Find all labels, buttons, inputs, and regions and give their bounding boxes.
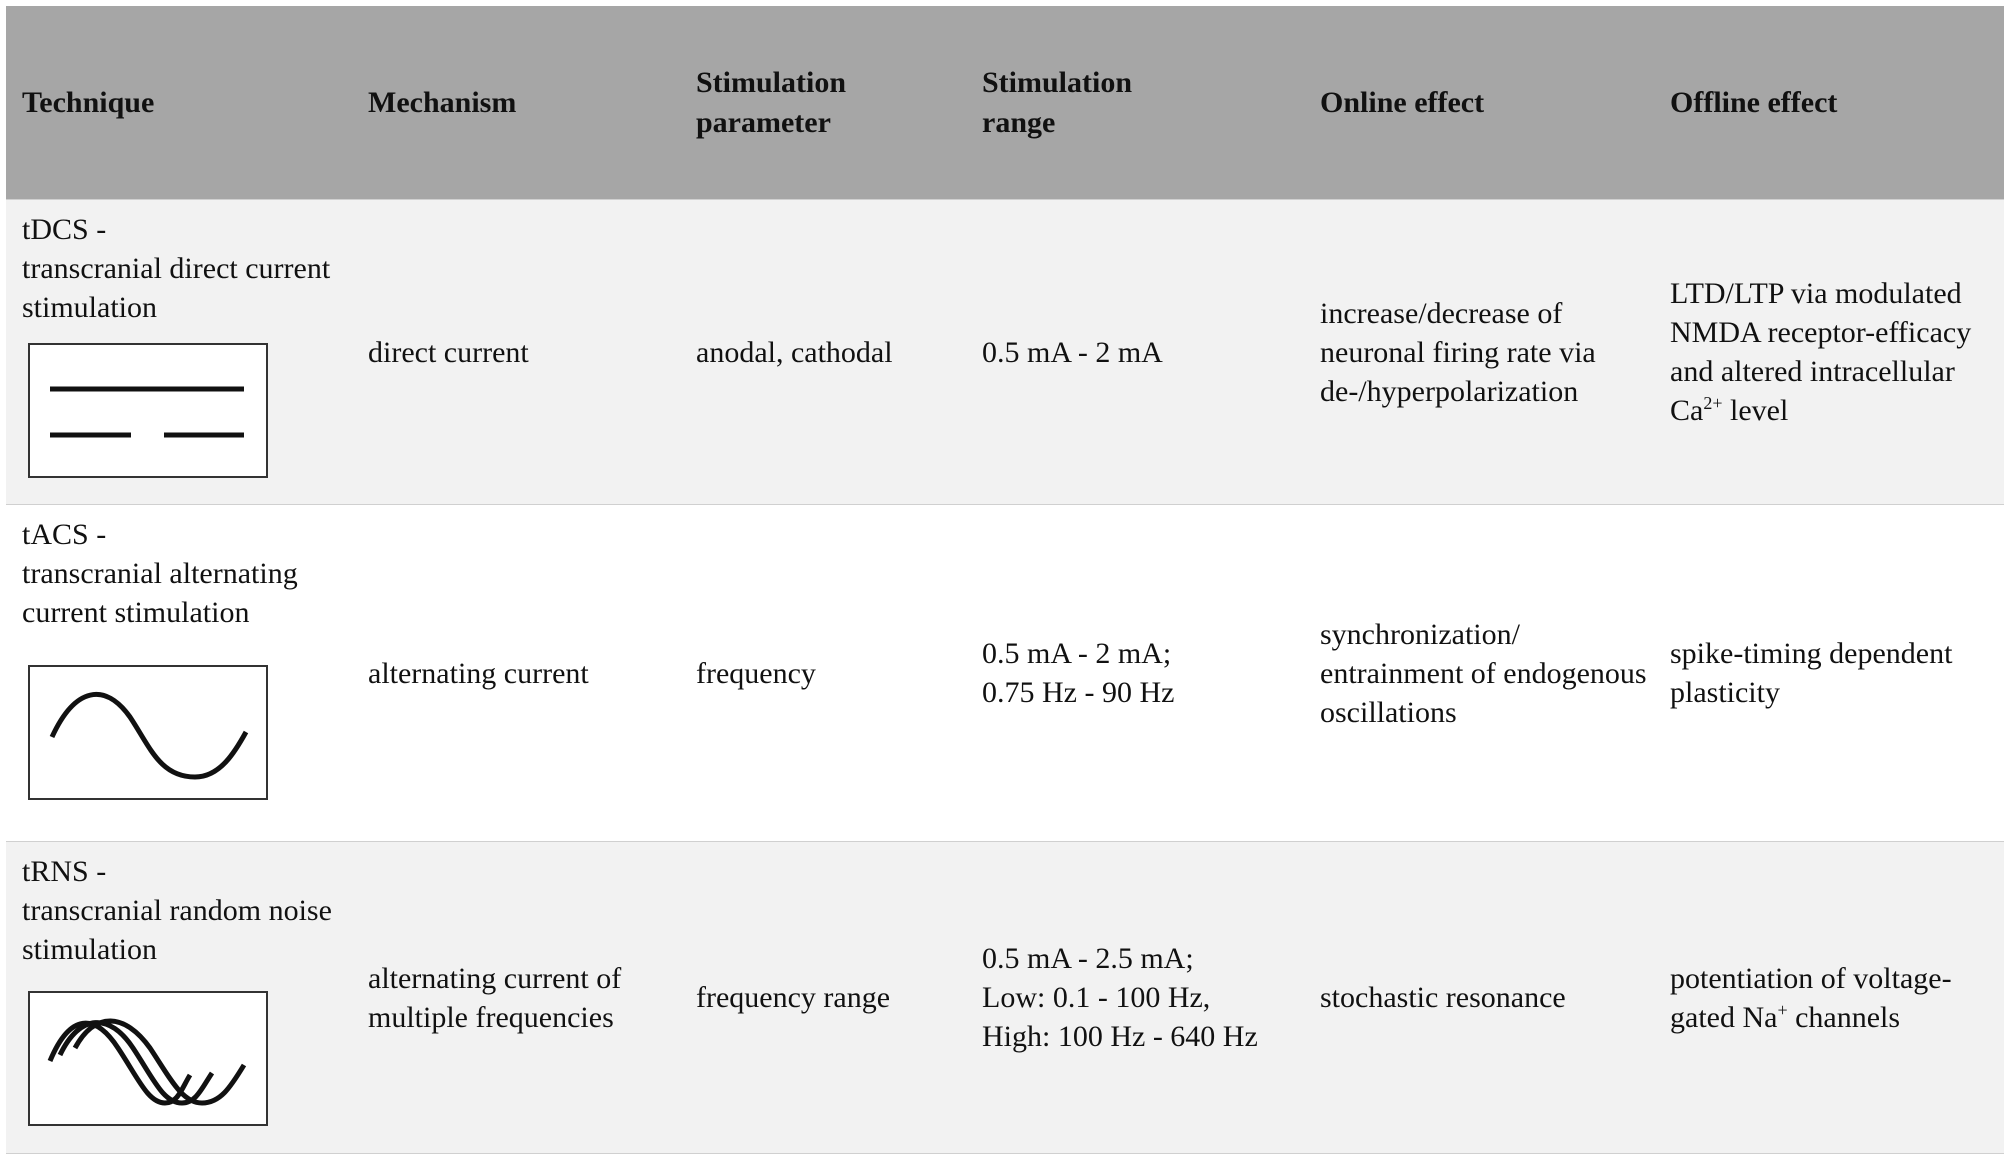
range-cell: [966, 505, 1304, 841]
technique-abbr: tACS -: [22, 518, 107, 551]
table-row: [6, 504, 2004, 841]
header-parameter-line1: Stimulation: [696, 65, 847, 99]
technique-abbr: tDCS -: [22, 213, 107, 246]
parameter-cell: frequency: [696, 656, 816, 690]
range-line: High: 100 Hz - 640 Hz: [982, 1020, 1258, 1053]
header-stimulation-parameter: [680, 6, 966, 199]
random-noise-waveform-icon: [28, 991, 268, 1126]
technique-name: transcranial alternating current stimulation: [22, 557, 298, 629]
range-line: 0.75 Hz - 90 Hz: [982, 676, 1175, 709]
range-cell: 0.5 mA - 2 mA: [982, 335, 1163, 369]
sine-waveform-icon: [28, 665, 268, 800]
table-header-row: [6, 6, 2004, 199]
header-technique: Technique: [22, 85, 155, 119]
technique-name: transcranial random noise stimulation: [22, 894, 332, 966]
range-line: 0.5 mA - 2 mA;: [982, 637, 1172, 670]
table-row: [6, 841, 2004, 1154]
header-parameter-line2: parameter: [696, 105, 831, 139]
mechanism-cell: alternating current of multiple frequencies: [368, 961, 622, 1034]
offline-effect-cell: [1654, 842, 2004, 1153]
online-effect-cell: stochastic resonance: [1320, 981, 1566, 1014]
offline-effect-cell: [1654, 200, 2004, 504]
offline-text-end: channels: [1787, 1000, 1901, 1034]
mechanism-cell: alternating current: [368, 656, 589, 690]
offline-text: LTD/LTP via modulated NMDA receptor-efficacy and altered intracellular Ca: [1670, 277, 1972, 427]
offline-text-end: level: [1722, 394, 1789, 427]
direct-current-waveform-icon: [28, 343, 268, 478]
online-effect-cell: synchronization/ entrainment of endogenous oscillations: [1320, 617, 1647, 729]
header-stimulation-range: [966, 6, 1304, 199]
technique-cell: [6, 505, 352, 841]
range-line: 0.5 mA - 2.5 mA;: [982, 942, 1194, 975]
offline-effect-cell: [1654, 505, 2004, 841]
offline-superscript: 2+: [1703, 393, 1723, 413]
technique-cell: [6, 200, 352, 504]
technique-abbr: tRNS -: [22, 855, 107, 888]
technique-name: transcranial direct current stimulation: [22, 252, 331, 324]
parameter-cell: anodal, cathodal: [696, 335, 893, 369]
offline-text: potentiation of voltage-gated Na: [1670, 961, 1952, 1034]
mechanism-cell: direct current: [368, 335, 529, 369]
header-online-effect: Online effect: [1320, 85, 1485, 119]
header-offline-effect: Offline effect: [1670, 85, 1838, 119]
header-mechanism: Mechanism: [368, 85, 517, 119]
header-range-line1: Stimulation: [982, 65, 1133, 99]
table-row: [6, 199, 2004, 504]
range-line: Low: 0.1 - 100 Hz,: [982, 981, 1211, 1014]
parameter-cell: frequency range: [696, 981, 891, 1014]
stimulation-techniques-table: [6, 6, 2004, 1154]
offline-superscript: +: [1777, 999, 1788, 1020]
range-cell: [966, 842, 1304, 1153]
header-range-line2: range: [982, 105, 1056, 139]
technique-cell: [6, 842, 352, 1153]
online-effect-cell: increase/decrease of neuronal firing rate via de-/hyperpolarization: [1320, 296, 1596, 408]
offline-text: spike-timing dependent plasticity: [1670, 637, 1953, 709]
